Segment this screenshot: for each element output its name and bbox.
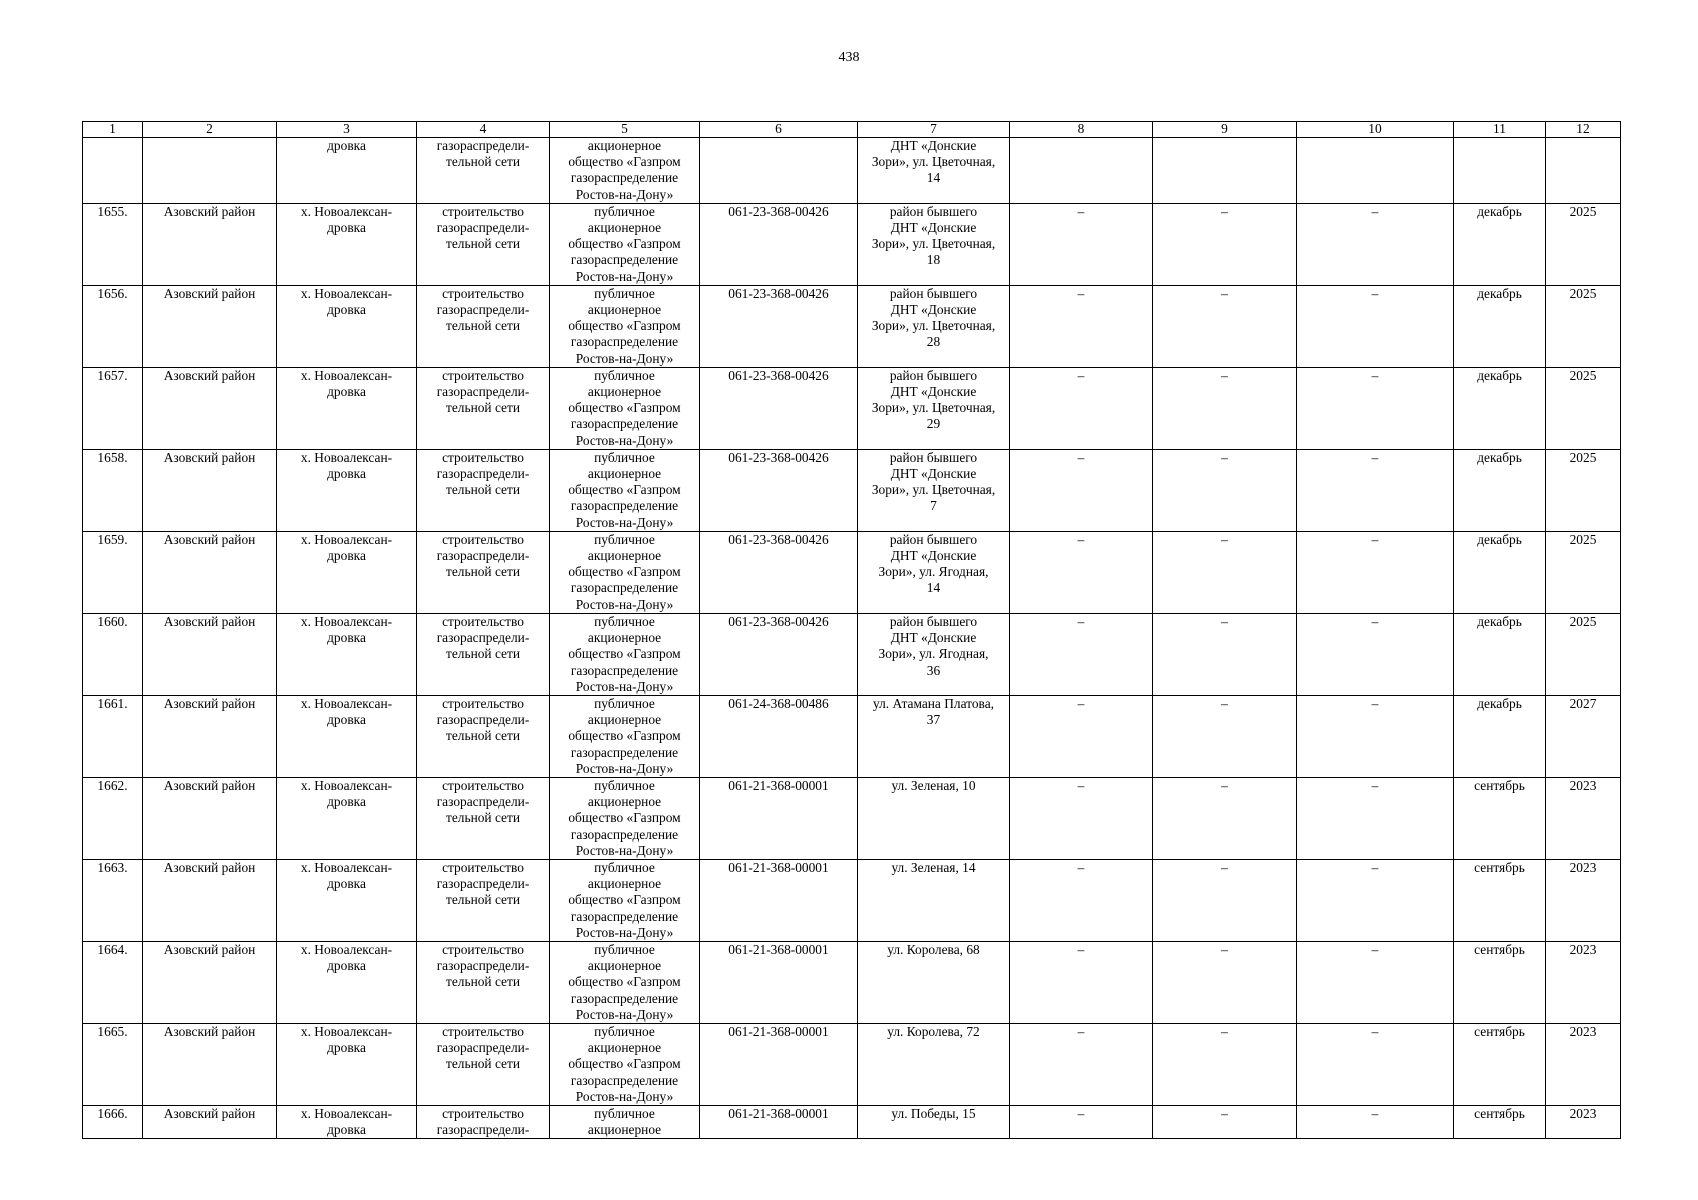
column-header: 2 [143, 122, 277, 138]
cell-col8: – [1010, 777, 1153, 859]
cell-col9: – [1153, 449, 1297, 531]
cell-number: 1663. [83, 859, 143, 941]
cell-col8: – [1010, 941, 1153, 1023]
cell-settlement: х. Новоалексан- дровка [277, 859, 417, 941]
cell-col10: – [1297, 859, 1454, 941]
table-row [83, 1105, 1621, 1138]
cell-organization: публичное акционерное общество «Газпром газораспределение Ростов-на-Дону» [550, 777, 700, 859]
cell-col9: – [1153, 285, 1297, 367]
cell-work: строительство газораспредели- тельной сети [417, 285, 550, 367]
cell-address: ул. Атамана Платова, 37 [858, 695, 1010, 777]
cell-address: ул. Зеленая, 10 [858, 777, 1010, 859]
cell-col9: – [1153, 613, 1297, 695]
cell-work: строительство газораспредели- тельной сети [417, 777, 550, 859]
cell-work: строительство газораспредели- тельной сети [417, 203, 550, 285]
cell-address: район бывшего ДНТ «Донские Зори», ул. Цветочная, 29 [858, 367, 1010, 449]
cell-col10: – [1297, 367, 1454, 449]
cell-month: декабрь [1454, 367, 1546, 449]
cell-organization: публичное акционерное общество «Газпром газораспределение Ростов-на-Дону» [550, 531, 700, 613]
cell-address: ул. Зеленая, 14 [858, 859, 1010, 941]
cell-work: строительство газораспредели- тельной сети [417, 613, 550, 695]
cell-year: 2023 [1546, 941, 1621, 1023]
cell-year: 2025 [1546, 613, 1621, 695]
cell-month [1454, 138, 1546, 204]
table-row [83, 941, 1621, 1023]
cell-number: 1659. [83, 531, 143, 613]
cell-address: район бывшего ДНТ «Донские Зори», ул. Цветочная, 7 [858, 449, 1010, 531]
cell-work: строительство газораспредели- тельной сети [417, 367, 550, 449]
cell-address: район бывшего ДНТ «Донские Зори», ул. Цветочная, 28 [858, 285, 1010, 367]
cell-code: 061-21-368-00001 [700, 1023, 858, 1105]
column-header: 1 [83, 122, 143, 138]
cell-code: 061-23-368-00426 [700, 367, 858, 449]
cell-col9: – [1153, 203, 1297, 285]
cell-month: сентябрь [1454, 1105, 1546, 1138]
cell-col10 [1297, 138, 1454, 204]
cell-month: сентябрь [1454, 777, 1546, 859]
cell-code: 061-21-368-00001 [700, 777, 858, 859]
cell-code: 061-23-368-00426 [700, 203, 858, 285]
cell-organization: публичное акционерное [550, 1105, 700, 1138]
table-row [83, 203, 1621, 285]
cell-col10: – [1297, 1023, 1454, 1105]
cell-col10: – [1297, 695, 1454, 777]
cell-settlement: х. Новоалексан- дровка [277, 613, 417, 695]
cell-year: 2023 [1546, 859, 1621, 941]
cell-month: декабрь [1454, 449, 1546, 531]
cell-work: строительство газораспредели- тельной сети [417, 941, 550, 1023]
cell-address: район бывшего ДНТ «Донские Зори», ул. Ягодная, 36 [858, 613, 1010, 695]
cell-code: 061-21-368-00001 [700, 1105, 858, 1138]
cell-col8: – [1010, 285, 1153, 367]
cell-settlement: х. Новоалексан- дровка [277, 1105, 417, 1138]
cell-year: 2023 [1546, 1105, 1621, 1138]
cell-col9: – [1153, 1023, 1297, 1105]
cell-number [83, 138, 143, 204]
cell-col8: – [1010, 613, 1153, 695]
table-row [83, 285, 1621, 367]
cell-code: 061-23-368-00426 [700, 613, 858, 695]
cell-address: ул. Королева, 72 [858, 1023, 1010, 1105]
cell-col8: – [1010, 531, 1153, 613]
cell-work: газораспредели- тельной сети [417, 138, 550, 204]
cell-code: 061-24-368-00486 [700, 695, 858, 777]
cell-number: 1661. [83, 695, 143, 777]
cell-col8: – [1010, 859, 1153, 941]
cell-district: Азовский район [143, 777, 277, 859]
cell-number: 1660. [83, 613, 143, 695]
cell-number: 1655. [83, 203, 143, 285]
table-row [83, 777, 1621, 859]
cell-year: 2025 [1546, 367, 1621, 449]
column-header: 7 [858, 122, 1010, 138]
cell-settlement: х. Новоалексан- дровка [277, 285, 417, 367]
cell-year: 2023 [1546, 777, 1621, 859]
column-header: 10 [1297, 122, 1454, 138]
cell-month: сентябрь [1454, 859, 1546, 941]
continuation-row [83, 138, 1621, 204]
cell-col10: – [1297, 449, 1454, 531]
cell-work: строительство газораспредели- тельной сети [417, 449, 550, 531]
column-header: 4 [417, 122, 550, 138]
cell-district: Азовский район [143, 859, 277, 941]
cell-col10: – [1297, 203, 1454, 285]
cell-col8 [1010, 138, 1153, 204]
cell-year [1546, 138, 1621, 204]
cell-code: 061-23-368-00426 [700, 285, 858, 367]
cell-organization: публичное акционерное общество «Газпром газораспределение Ростов-на-Дону» [550, 285, 700, 367]
cell-settlement: х. Новоалексан- дровка [277, 777, 417, 859]
cell-col10: – [1297, 285, 1454, 367]
cell-settlement: х. Новоалексан- дровка [277, 449, 417, 531]
cell-work: строительство газораспредели- тельной сети [417, 1023, 550, 1105]
cell-month: декабрь [1454, 695, 1546, 777]
cell-month: декабрь [1454, 285, 1546, 367]
cell-organization: публичное акционерное общество «Газпром газораспределение Ростов-на-Дону» [550, 941, 700, 1023]
table-row [83, 367, 1621, 449]
cell-col10: – [1297, 941, 1454, 1023]
cell-organization: публичное акционерное общество «Газпром газораспределение Ростов-на-Дону» [550, 449, 700, 531]
cell-code: 061-21-368-00001 [700, 859, 858, 941]
cell-district: Азовский район [143, 695, 277, 777]
cell-settlement: х. Новоалексан- дровка [277, 203, 417, 285]
cell-district: Азовский район [143, 367, 277, 449]
cell-settlement: х. Новоалексан- дровка [277, 1023, 417, 1105]
cell-col9 [1153, 138, 1297, 204]
column-header: 5 [550, 122, 700, 138]
cell-district: Азовский район [143, 531, 277, 613]
column-header: 12 [1546, 122, 1621, 138]
cell-address: район бывшего ДНТ «Донские Зори», ул. Ягодная, 14 [858, 531, 1010, 613]
cell-settlement: х. Новоалексан- дровка [277, 531, 417, 613]
cell-month: декабрь [1454, 613, 1546, 695]
cell-organization: публичное акционерное общество «Газпром газораспределение Ростов-на-Дону» [550, 203, 700, 285]
cell-col9: – [1153, 1105, 1297, 1138]
cell-month: декабрь [1454, 203, 1546, 285]
registry-table [82, 121, 1621, 1139]
cell-organization: публичное акционерное общество «Газпром газораспределение Ростов-на-Дону» [550, 859, 700, 941]
cell-number: 1662. [83, 777, 143, 859]
cell-year: 2023 [1546, 1023, 1621, 1105]
cell-year: 2025 [1546, 449, 1621, 531]
cell-col8: – [1010, 695, 1153, 777]
column-header: 3 [277, 122, 417, 138]
cell-address: ул. Победы, 15 [858, 1105, 1010, 1138]
cell-district: Азовский район [143, 285, 277, 367]
cell-district: Азовский район [143, 449, 277, 531]
cell-settlement: х. Новоалексан- дровка [277, 367, 417, 449]
cell-col9: – [1153, 859, 1297, 941]
cell-code: 061-21-368-00001 [700, 941, 858, 1023]
cell-settlement: х. Новоалексан- дровка [277, 941, 417, 1023]
table-row [83, 1023, 1621, 1105]
cell-col8: – [1010, 1105, 1153, 1138]
cell-address: район бывшего ДНТ «Донские Зори», ул. Цветочная, 18 [858, 203, 1010, 285]
cell-district: Азовский район [143, 941, 277, 1023]
column-header: 6 [700, 122, 858, 138]
cell-year: 2025 [1546, 285, 1621, 367]
cell-col9: – [1153, 695, 1297, 777]
column-header: 8 [1010, 122, 1153, 138]
cell-col10: – [1297, 777, 1454, 859]
cell-district [143, 138, 277, 204]
cell-district: Азовский район [143, 1023, 277, 1105]
cell-code: 061-23-368-00426 [700, 449, 858, 531]
table-row [83, 859, 1621, 941]
cell-col8: – [1010, 1023, 1153, 1105]
cell-work: строительство газораспредели- тельной сети [417, 695, 550, 777]
cell-district: Азовский район [143, 613, 277, 695]
cell-organization: публичное акционерное общество «Газпром газораспределение Ростов-на-Дону» [550, 695, 700, 777]
cell-number: 1665. [83, 1023, 143, 1105]
cell-work: строительство газораспредели- тельной сети [417, 859, 550, 941]
cell-col10: – [1297, 613, 1454, 695]
cell-settlement: х. Новоалексан- дровка [277, 695, 417, 777]
cell-col8: – [1010, 367, 1153, 449]
cell-code [700, 138, 858, 204]
cell-organization: публичное акционерное общество «Газпром газораспределение Ростов-на-Дону» [550, 1023, 700, 1105]
cell-col9: – [1153, 941, 1297, 1023]
cell-month: декабрь [1454, 531, 1546, 613]
cell-code: 061-23-368-00426 [700, 531, 858, 613]
cell-col8: – [1010, 449, 1153, 531]
cell-number: 1666. [83, 1105, 143, 1138]
cell-col10: – [1297, 531, 1454, 613]
cell-work: строительство газораспредели- тельной сети [417, 531, 550, 613]
cell-col9: – [1153, 531, 1297, 613]
cell-col8: – [1010, 203, 1153, 285]
cell-district: Азовский район [143, 1105, 277, 1138]
cell-col9: – [1153, 367, 1297, 449]
cell-month: сентябрь [1454, 941, 1546, 1023]
cell-number: 1658. [83, 449, 143, 531]
cell-year: 2025 [1546, 203, 1621, 285]
table-row [83, 531, 1621, 613]
cell-organization: акционерное общество «Газпром газораспределение Ростов-на-Дону» [550, 138, 700, 204]
cell-col10: – [1297, 1105, 1454, 1138]
page-number: 438 [838, 50, 860, 65]
cell-month: сентябрь [1454, 1023, 1546, 1105]
cell-address: ул. Королева, 68 [858, 941, 1010, 1023]
cell-col9: – [1153, 777, 1297, 859]
column-header: 11 [1454, 122, 1546, 138]
table-row [83, 449, 1621, 531]
cell-address: ДНТ «Донские Зори», ул. Цветочная, 14 [858, 138, 1010, 204]
cell-settlement: дровка [277, 138, 417, 204]
cell-organization: публичное акционерное общество «Газпром газораспределение Ростов-на-Дону» [550, 613, 700, 695]
cell-number: 1664. [83, 941, 143, 1023]
cell-number: 1657. [83, 367, 143, 449]
column-header: 9 [1153, 122, 1297, 138]
cell-number: 1656. [83, 285, 143, 367]
header-row [83, 122, 1621, 138]
cell-year: 2025 [1546, 531, 1621, 613]
table-row [83, 695, 1621, 777]
table-row [83, 613, 1621, 695]
cell-district: Азовский район [143, 203, 277, 285]
cell-organization: публичное акционерное общество «Газпром газораспределение Ростов-на-Дону» [550, 367, 700, 449]
cell-year: 2027 [1546, 695, 1621, 777]
cell-work: строительство газораспредели- [417, 1105, 550, 1138]
